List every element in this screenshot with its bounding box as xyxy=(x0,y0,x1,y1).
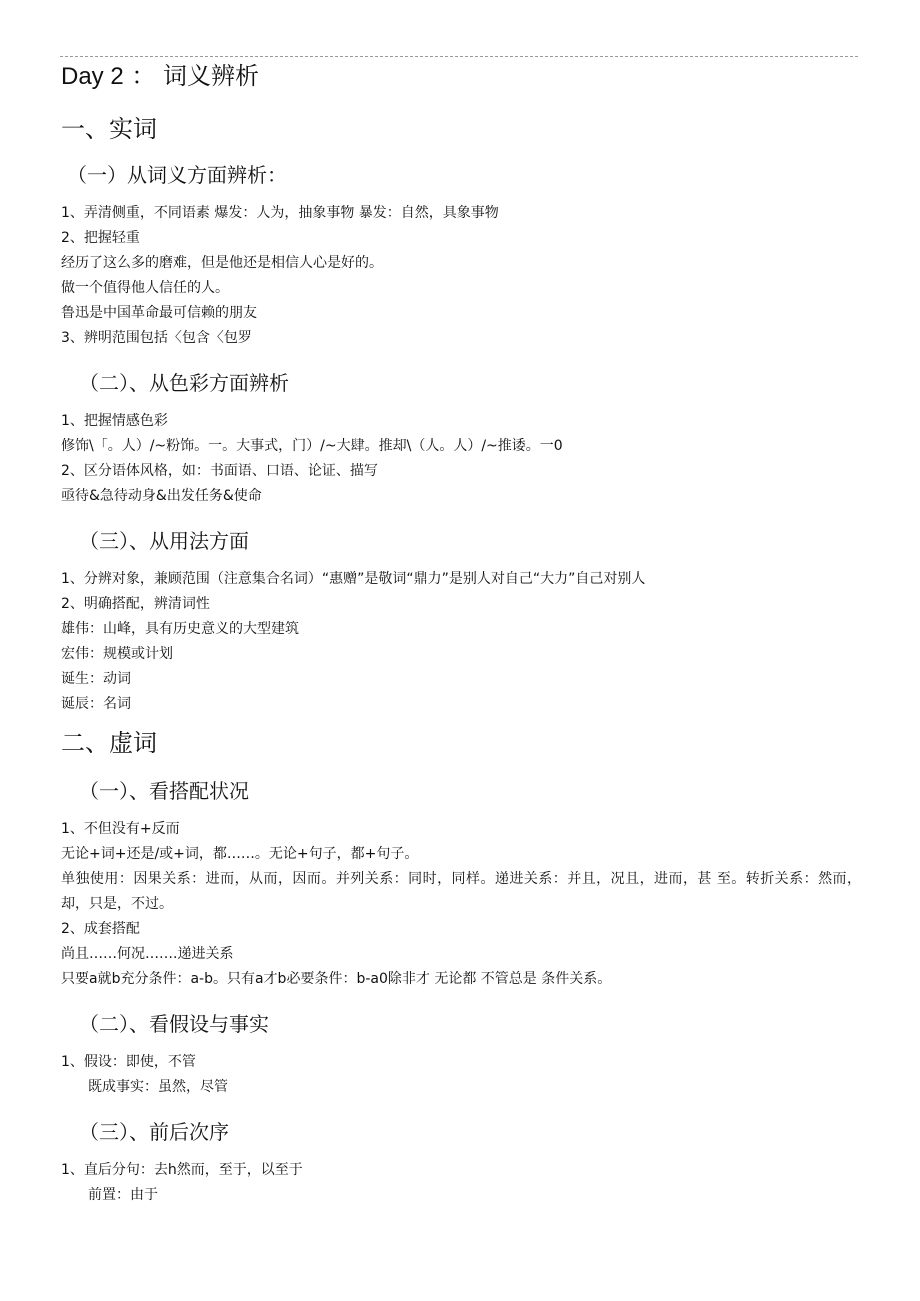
subsection-heading: （一）、看搭配状况 xyxy=(79,779,249,803)
example-line: 亟待&急待动身&出发任务&使命 xyxy=(61,488,262,504)
example-line: 经历了这么多的磨难，但是他还是相信人心是好的。 xyxy=(61,255,383,271)
list-item: 1、弄清侧重，不同语素 爆发：人为，抽象事物 暴发：自然，具象事物 xyxy=(61,205,499,221)
list-item: 2、成套搭配 xyxy=(61,921,140,937)
example-line: 雄伟：山峰，具有历史意义的大型建筑 xyxy=(61,621,299,637)
list-item: 2、明确搭配，辨清词性 xyxy=(61,596,210,612)
example-line: 单独使用：因果关系：进而，从而，因而。并列关系：同时，同样。递进关系：并且，况且，进而，甚 至。转折关系：然而，却，只是，不过。 xyxy=(61,871,861,912)
example-line: 既成事实：虽然，尽管 xyxy=(88,1079,228,1095)
example-line: 无论+词+还是/或+词，都……。无论+句子，都+句子。 xyxy=(61,846,419,862)
list-item: 1、不但没有+反而 xyxy=(61,821,180,837)
subsection-heading: （一）从词义方面辨析： xyxy=(67,163,287,187)
title-separator: ： xyxy=(131,62,156,90)
example-line: 前置：由于 xyxy=(88,1187,158,1203)
subsection-heading: （二）、从色彩方面辨析 xyxy=(79,371,289,395)
example-line: 诞生：动词 xyxy=(61,671,131,687)
subsection-heading: （三）、前后次序 xyxy=(79,1120,229,1144)
list-item: 2、区分语体风格，如：书面语、口语、论证、描写 xyxy=(61,463,378,479)
example-line: 宏伟：规模或计划 xyxy=(61,646,173,662)
example-line: 做一个值得他人信任的人。 xyxy=(61,280,229,296)
subsection-heading: （三）、从用法方面 xyxy=(79,529,249,553)
list-item: 3、辨明范围包括〈包含〈包罗 xyxy=(61,330,252,346)
list-item: 2、把握轻重 xyxy=(61,230,140,246)
document-body xyxy=(61,60,861,1208)
example-line: 鲁迅是中国革命最可信赖的朋友 xyxy=(61,305,257,321)
section-heading-shici: 一、实词 xyxy=(61,115,157,143)
list-item: 1、把握情感色彩 xyxy=(61,413,168,429)
example-line: 尚且……何况…….递进关系 xyxy=(61,946,234,962)
header-rule xyxy=(60,56,858,57)
subsection-heading: （二）、看假设与事实 xyxy=(79,1012,269,1036)
title-topic: 词义辨析 xyxy=(162,62,259,90)
list-item: 1、分辨对象，兼顾范围（注意集合名词）“惠赠”是敬词“鼎力”是别人对自己“大力”自己对别人 xyxy=(61,571,646,587)
page-title xyxy=(61,60,861,93)
list-item: 1、直后分句：去h然而，至于，以至于 xyxy=(61,1162,303,1178)
title-day: Day 2 xyxy=(61,63,124,90)
example-line: 修饰\「。人）/~粉饰。一。大事式，门）/~大肆。推却\（人。人）/~推诿。一0 xyxy=(61,438,563,454)
example-line: 诞辰：名词 xyxy=(61,696,131,712)
section-heading-xuci: 二、虚词 xyxy=(61,729,157,757)
list-item: 1、假设：即使，不管 xyxy=(61,1054,196,1070)
example-line: 只要a就b充分条件：a-b。只有a才b必要条件：b-a0除非才 无论都 不管总是 条件关系。 xyxy=(61,971,612,987)
